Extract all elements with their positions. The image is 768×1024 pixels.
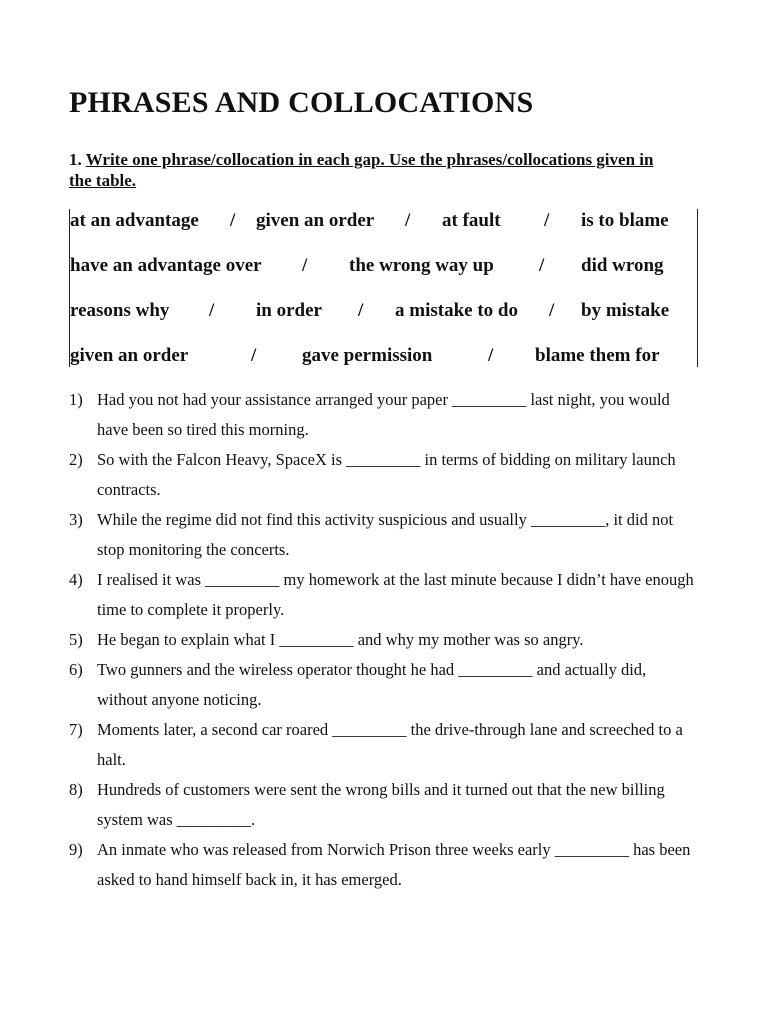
- page-title: PHRASES AND COLLOCATIONS: [69, 86, 534, 119]
- question-item: [69, 445, 699, 505]
- phrase-separator: /: [544, 210, 550, 231]
- question-number: 5): [69, 630, 83, 649]
- phrase-item: in order: [256, 300, 322, 321]
- question-text: He began to explain what I _________ and why my mother was so angry.: [97, 630, 584, 649]
- question-item: [69, 505, 699, 565]
- phrase-item: blame them for: [535, 345, 660, 366]
- phrase-item: reasons why: [70, 300, 170, 321]
- question-number: 2): [69, 450, 83, 469]
- phrase-item: by mistake: [581, 300, 670, 321]
- phrase-item: gave permission: [302, 345, 433, 366]
- question-text: I realised it was _________ my homework at the last minute because I didn’t have enough time to complete it properly.: [97, 570, 694, 619]
- phrase-item: at an advantage: [70, 210, 199, 231]
- question-text: While the regime did not find this activity suspicious and usually _________, it did not stop monitoring the concerts.: [97, 510, 674, 559]
- question-text: Two gunners and the wireless operator thought he had _________ and actually did, without anyone noticing.: [97, 660, 647, 709]
- exercise-instruction-text: Write one phrase/collocation in each gap. Use the phrases/collocations given in the table.: [69, 150, 654, 190]
- question-number: 1): [69, 390, 83, 409]
- phrase-separator: /: [251, 345, 257, 366]
- question-item: [69, 385, 699, 445]
- phrase-item: a mistake to do: [395, 300, 518, 321]
- phrase-item: the wrong way up: [349, 255, 494, 276]
- question-text: Moments later, a second car roared _________ the drive-through lane and screeched to a halt.: [97, 720, 683, 769]
- phrase-separator: /: [302, 255, 308, 276]
- question-text: An inmate who was released from Norwich Prison three weeks early _________ has been asked to hand himself back in, it has emerged.: [97, 840, 691, 889]
- exercise-number: 1.: [69, 150, 82, 169]
- phrase-separator: /: [549, 300, 555, 321]
- question-number: 4): [69, 570, 83, 589]
- question-number: 7): [69, 720, 83, 739]
- question-item: [69, 625, 699, 655]
- question-list: [69, 385, 699, 895]
- question-number: 6): [69, 660, 83, 679]
- phrase-separator: /: [539, 255, 545, 276]
- phrase-separator: /: [209, 300, 215, 321]
- phrase-item: is to blame: [581, 210, 669, 231]
- exercise-instruction: [69, 149, 679, 191]
- phrase-separator: /: [230, 210, 236, 231]
- phrase-item: given an order: [70, 345, 189, 366]
- phrase-separator: /: [488, 345, 494, 366]
- question-item: [69, 715, 699, 775]
- phrase-separator: /: [358, 300, 364, 321]
- phrase-separator: /: [405, 210, 411, 231]
- question-item: [69, 655, 699, 715]
- question-number: 8): [69, 780, 83, 799]
- question-item: [69, 835, 699, 895]
- question-text: Hundreds of customers were sent the wrong bills and it turned out that the new billing system was _________.: [97, 780, 665, 829]
- phrase-item: have an advantage over: [70, 255, 262, 276]
- question-text: So with the Falcon Heavy, SpaceX is _________ in terms of bidding on military launch contracts.: [97, 450, 676, 499]
- question-item: [69, 775, 699, 835]
- phrase-item: given an order: [256, 210, 375, 231]
- question-text: Had you not had your assistance arranged your paper _________ last night, you would have been so tired this morning.: [97, 390, 670, 439]
- phrase-box: [69, 209, 698, 367]
- phrase-item: at fault: [442, 210, 501, 231]
- phrase-item: did wrong: [581, 255, 664, 276]
- question-item: [69, 565, 699, 625]
- question-number: 3): [69, 510, 83, 529]
- question-number: 9): [69, 840, 83, 859]
